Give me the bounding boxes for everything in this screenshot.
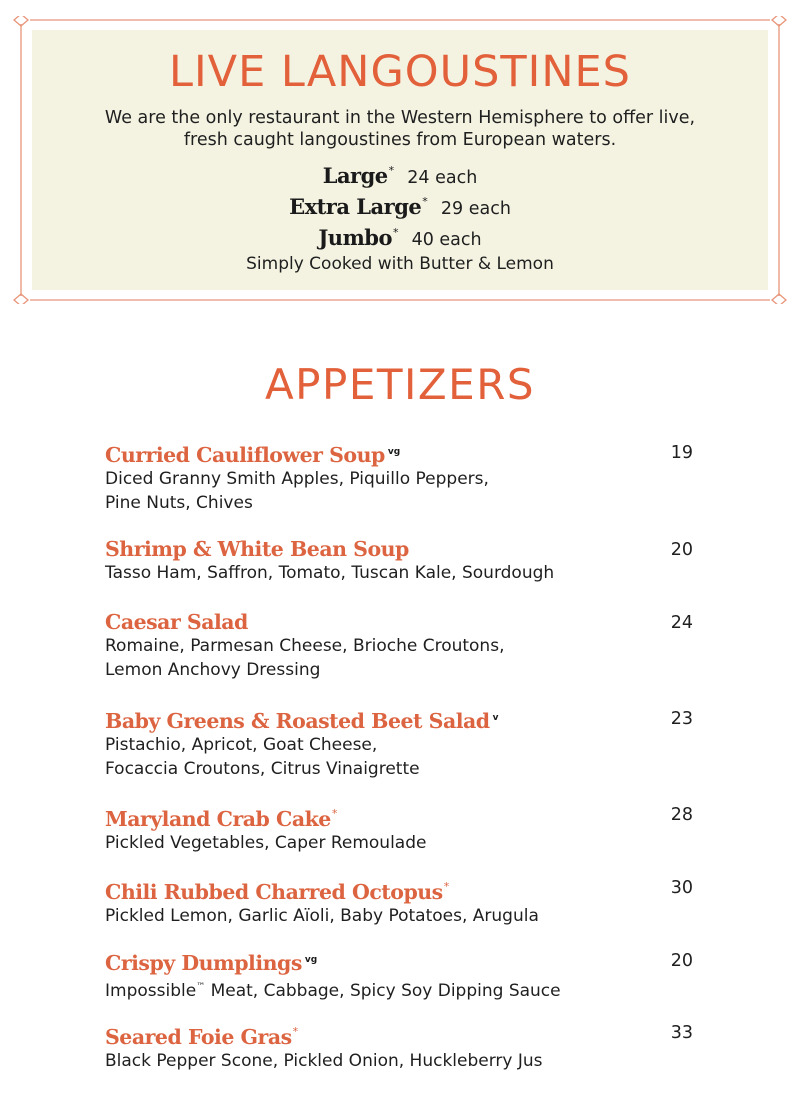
menu-item [105, 801, 705, 856]
preparation-note: Simply Cooked with Butter & Lemon [246, 254, 554, 274]
size-row-jumbo [32, 217, 768, 248]
item-price: 33 [670, 1023, 693, 1043]
item-price: 24 [670, 613, 693, 633]
item-description: Pine Nuts, Chives [105, 492, 253, 513]
vegetarian-tag: vg [304, 955, 318, 965]
item-description: Romaine, Parmesan Cheese, Brioche Croutons, [105, 636, 505, 656]
item-name: Caesar Salad [105, 610, 248, 634]
menu-item [105, 536, 705, 586]
item-name: Crispy Dumplings [105, 951, 302, 975]
asterisk-mark: * [292, 1025, 298, 1038]
size-name: Jumbo [318, 225, 392, 250]
trademark-mark: ™ [196, 982, 206, 992]
langoustines-panel [32, 30, 768, 290]
item-description: Impossible™ Meat, Cabbage, Spicy Soy Dipping Sauce [105, 981, 561, 1001]
item-price: 19 [670, 443, 693, 463]
item-price: 23 [670, 709, 693, 729]
item-description: Black Pepper Scone, Pickled Onion, Huckleberry Jus [105, 1051, 543, 1071]
menu-item [105, 874, 705, 929]
item-price: 20 [670, 540, 693, 560]
item-price: 28 [670, 805, 693, 825]
menu-item [105, 439, 705, 515]
item-price: 30 [670, 878, 693, 898]
size-price: 40 each [411, 230, 482, 250]
item-name: Curried Cauliflower Soup [105, 443, 385, 467]
asterisk-mark: * [392, 226, 399, 239]
asterisk-mark: * [388, 164, 395, 177]
size-price: 24 each [407, 168, 478, 188]
item-price: 20 [670, 951, 693, 971]
description-line: fresh caught langoustines from European waters. [183, 130, 617, 150]
menu-item [105, 705, 705, 781]
item-description: Pickled Vegetables, Caper Remoulade [105, 833, 427, 853]
item-description: Diced Granny Smith Apples, Piquillo Peppers, [105, 469, 489, 489]
description-line: We are the only restaurant in the Western Hemisphere to offer live, [104, 108, 696, 128]
item-description: Pistachio, Apricot, Goat Cheese, [105, 735, 378, 755]
item-name: Chili Rubbed Charred Octopus [105, 880, 443, 904]
item-name: Seared Foie Gras [105, 1025, 292, 1049]
item-name: Maryland Crab Cake [105, 807, 331, 831]
item-description: Lemon Anchovy Dressing [105, 659, 321, 680]
size-price: 29 each [440, 199, 511, 219]
vegetarian-tag: vg [387, 447, 401, 457]
size-name: Extra Large [289, 194, 422, 219]
item-description: Tasso Ham, Saffron, Tomato, Tuscan Kale, Sourdough [105, 563, 555, 583]
item-description: Focaccia Croutons, Citrus Vinaigrette [105, 758, 420, 779]
size-row-large [32, 155, 768, 186]
size-list [32, 155, 768, 248]
appetizers-heading: APPETIZERS [264, 360, 536, 409]
item-name: Shrimp & White Bean Soup [105, 537, 409, 561]
asterisk-mark: * [422, 195, 428, 208]
langoustines-section [12, 16, 788, 304]
asterisk-mark: * [443, 880, 449, 893]
item-name: Baby Greens & Roasted Beet Salad [105, 709, 490, 733]
size-name: Large [322, 163, 388, 188]
langoustines-description [50, 107, 750, 151]
vegan-tag: v [492, 713, 499, 723]
item-description: Pickled Lemon, Garlic Aïoli, Baby Potatoes, Arugula [105, 906, 539, 926]
asterisk-mark: * [331, 807, 337, 820]
size-row-extra-large [32, 186, 768, 217]
menu-item [105, 947, 705, 1004]
langoustines-title: LIVE LANGOUSTINES [169, 47, 631, 97]
menu-item [105, 1019, 705, 1074]
menu-item [105, 609, 705, 682]
